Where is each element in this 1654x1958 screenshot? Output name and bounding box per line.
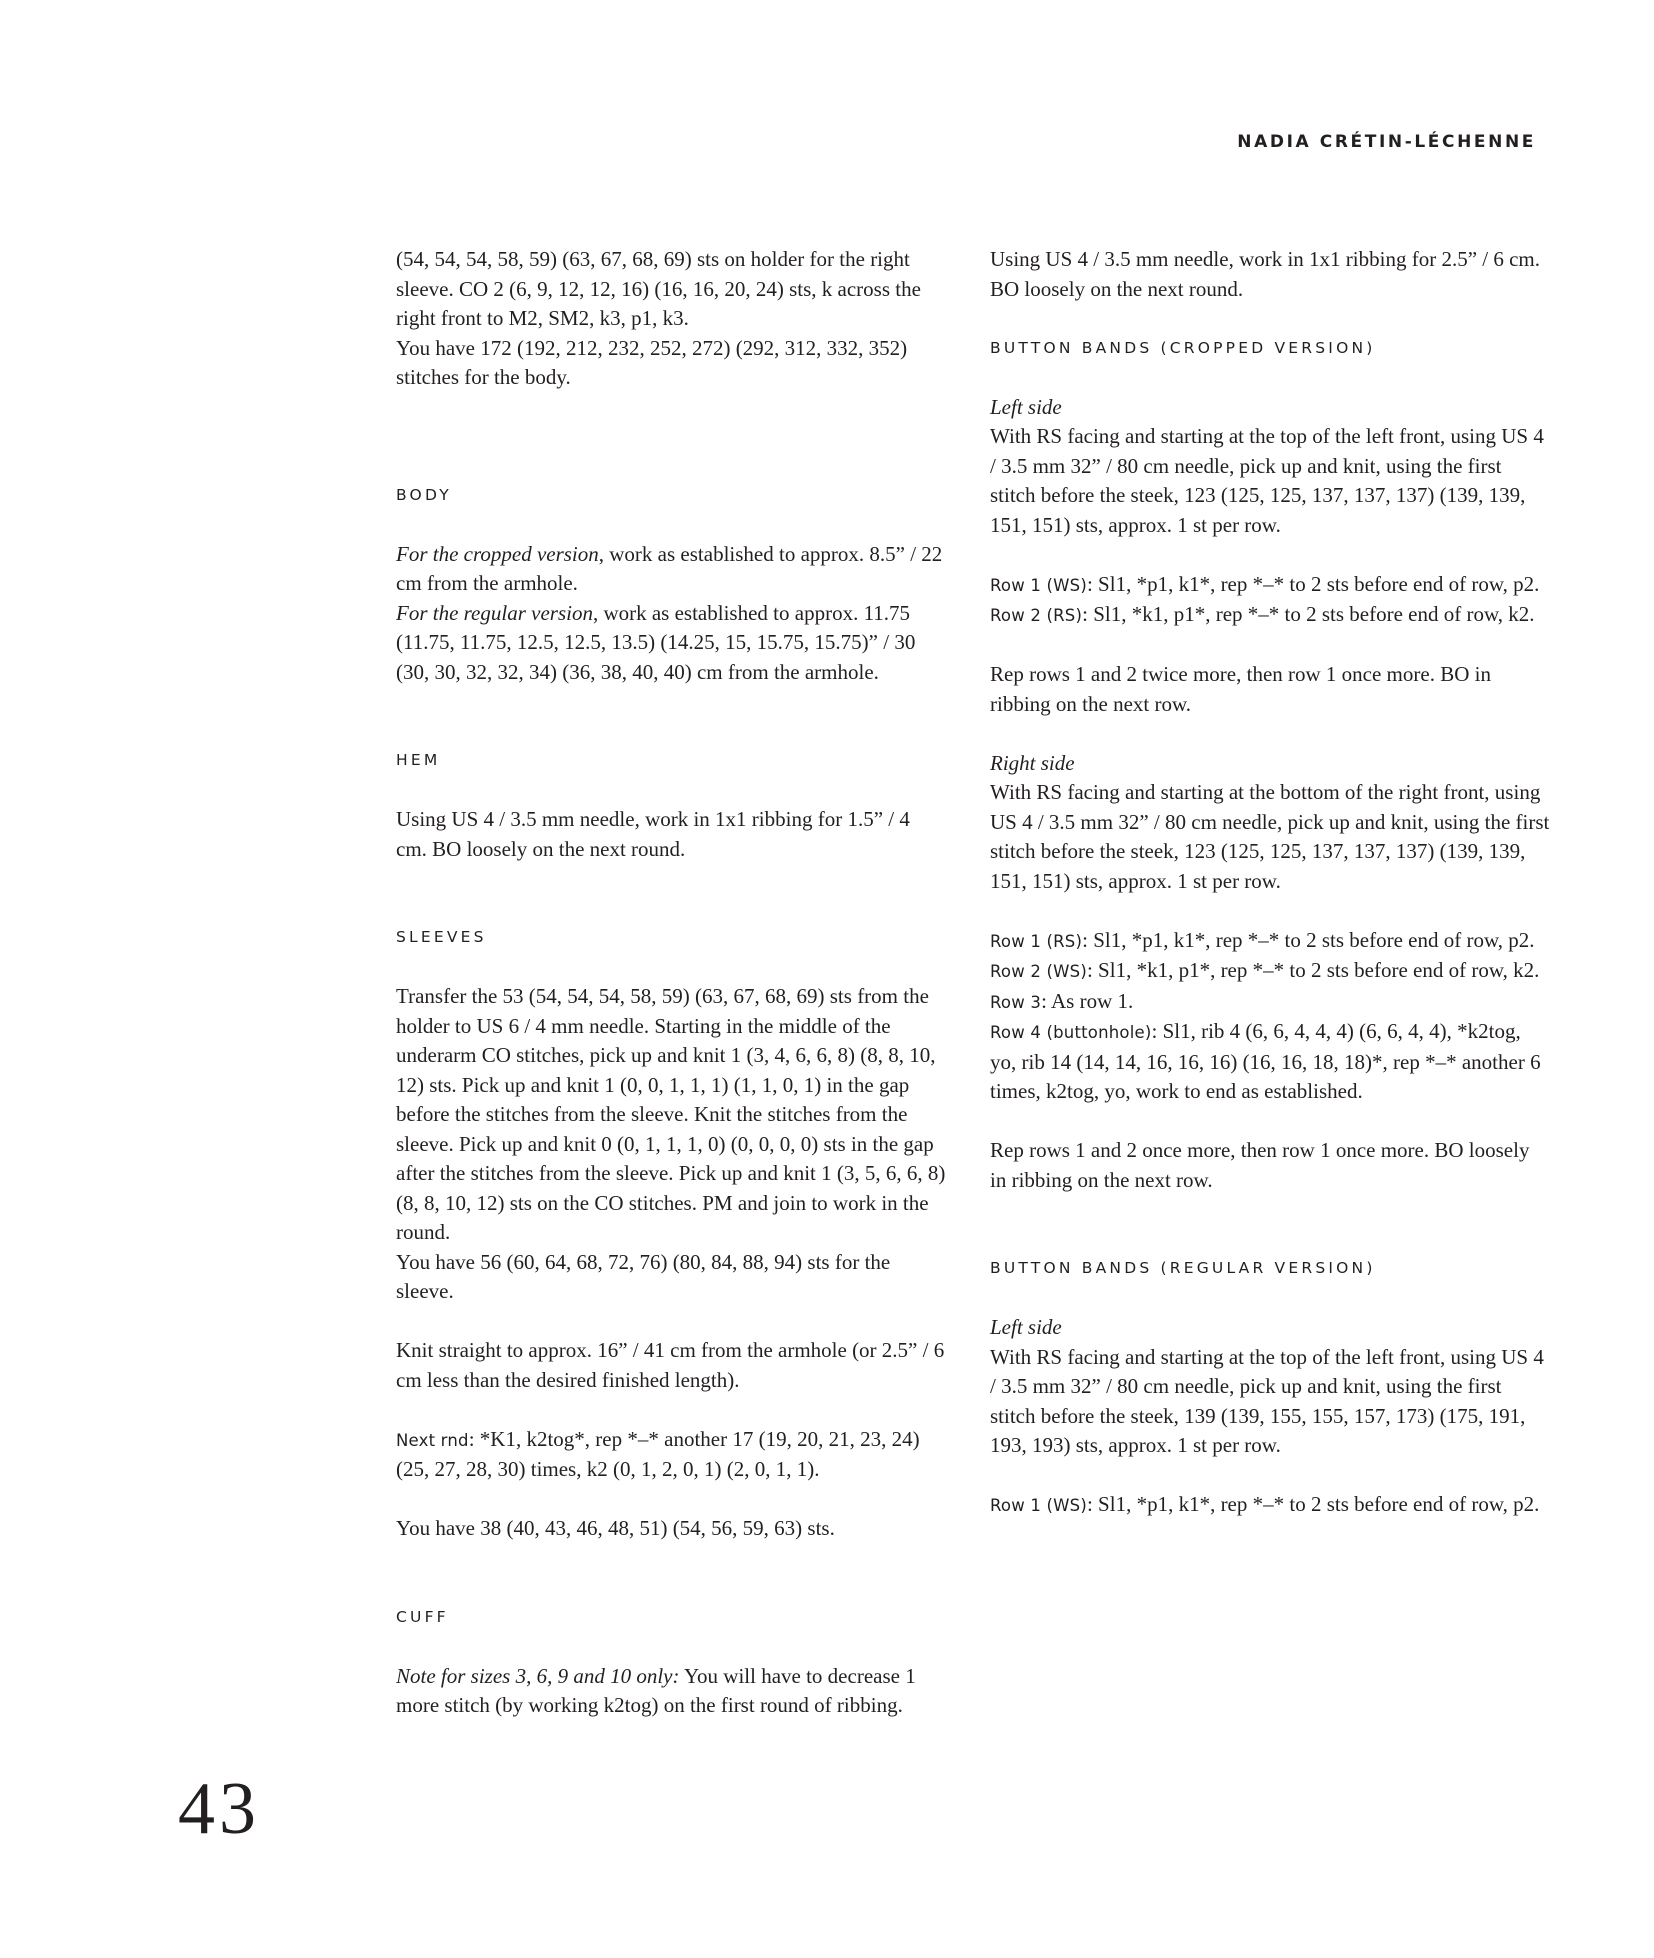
row-label: Row 2 (RS) [990, 606, 1083, 625]
cropped-right-row-3 [990, 987, 1550, 1018]
row-label: Row 3 [990, 992, 1042, 1012]
row-text: : Sl1, *p1, k1*, rep *–* to 2 sts before end of row, p2. [1086, 1492, 1540, 1516]
intro-paragraph: (54, 54, 54, 58, 59) (63, 67, 68, 69) sts on holder for the right sleeve. CO 2 (6, 9, 12, 12, 16) (16, 16, 20, 24) sts, k across the right front to M2, SM2, k3, p1, k3. [396, 247, 921, 330]
regular-version-label: For the regular version [396, 600, 593, 625]
regular-left-side-title-text: Left side [990, 1315, 1062, 1339]
cropped-version-paragraph [396, 540, 946, 599]
left-column [396, 245, 946, 1721]
regular-left-row-1 [990, 1490, 1550, 1521]
final-stitch-count: You have 38 (40, 43, 46, 48, 51) (54, 56, 59, 63) sts. [396, 1516, 835, 1540]
row-text: : Sl1, *k1, p1*, rep *–* to 2 sts before end of row, k2. [1082, 602, 1535, 626]
cuff-note-paragraph [396, 1662, 946, 1721]
page-number: 43 [178, 1768, 260, 1850]
regular-version-text: , work as established to approx. 11.75 (11.75, 11.75, 12.5, 12.5, 13.5) (14.25, 15, 15.75, 15.75)” / 30 (30, 30, 32, 32, 34) (36, 38, 40, 40) cm from the armhole. [396, 600, 916, 684]
cropped-right-row-1 [990, 926, 1550, 957]
sleeve-stitch-count: You have 56 (60, 64, 68, 72, 76) (80, 84, 88, 94) sts for the sleeve. [396, 1249, 891, 1303]
row-text: : As row 1. [1041, 988, 1134, 1013]
knit-straight-paragraph: Knit straight to approx. 16” / 41 cm from the armhole (or 2.5” / 6 cm less than the desired finished length). [396, 1338, 945, 1392]
cuff-note-label: Note for sizes 3, 6, 9 and 10 only: [396, 1663, 680, 1688]
author-header: NADIA CRÉTIN-LÉCHENNE [1237, 132, 1536, 152]
row-label: Row 2 (WS) [990, 962, 1087, 981]
cropped-version-label: For the cropped version [396, 541, 599, 566]
next-round-text: : *K1, k2tog*, rep *–* another 17 (19, 20, 21, 23, 24) (25, 27, 28, 30) times, k2 (0, 1, 2, 0, 1) (2, 0, 1, 1). [396, 1426, 920, 1481]
body-stitch-count: You have 172 (192, 212, 232, 252, 272) (292, 312, 332, 352) stitches for the body. [396, 335, 908, 389]
cropped-right-side-title [990, 749, 1550, 779]
row-text: : Sl1, *p1, k1*, rep *–* to 2 sts before end of row, p2. [1086, 571, 1540, 596]
row-label: Row 1 (WS) [990, 1496, 1087, 1515]
cuff-heading: CUFF [396, 1607, 449, 1626]
row-label: Row 1 (WS) [990, 575, 1087, 595]
cuff-note-text: You will have to decrease 1 more stitch (by working k2tog) on the first round of ribbing. [396, 1663, 916, 1717]
hem-paragraph: Using US 4 / 3.5 mm needle, work in 1x1 ribbing for 1.5” / 4 cm. BO loosely on the next round. [396, 807, 910, 861]
cropped-right-repeat: Rep rows 1 and 2 once more, then row 1 once more. BO loosely in ribbing on the next row. [990, 1138, 1530, 1192]
cropped-right-side-paragraph: With RS facing and starting at the bottom of the right front, using US 4 / 3.5 mm 32” / 80 cm needle, pick up and knit, using the first stitch before the steek, 123 (125, 125, 137, 137, 137) (139, 139, 151, 151) sts, approx. 1 st per row. [990, 780, 1550, 893]
regular-left-side-paragraph: With RS facing and starting at the top of the left front, using US 4 / 3.5 mm 32” / 80 cm needle, pick up and knit, using the first stitch before the steek, 139 (139, 155, 155, 157, 173) (175, 191, 193, 193) sts, approx. 1 st per row. [990, 1344, 1544, 1457]
row-text: : Sl1, *k1, p1*, rep *–* to 2 sts before end of row, k2. [1086, 958, 1540, 982]
cropped-left-row-1 [990, 570, 1550, 601]
hem-heading: HEM [396, 751, 441, 769]
row-text: : Sl1, rib 4 (6, 6, 4, 4, 4) (6, 6, 4, 4), *k2tog, yo, rib 14 (14, 14, 16, 16, 16) (16, 16, 18, 18)*, rep *–* another 6 times, k2tog, yo, work to end as established. [990, 1019, 1541, 1103]
cropped-right-row-2 [990, 956, 1550, 987]
cropped-left-repeat: Rep rows 1 and 2 twice more, then row 1 once more. BO in ribbing on the next row. [990, 662, 1491, 716]
cuff-continued-paragraph: Using US 4 / 3.5 mm needle, work in 1x1 ribbing for 2.5” / 6 cm. BO loosely on the next round. [990, 247, 1541, 301]
cropped-left-row-2 [990, 600, 1550, 631]
next-round-label: Next rnd [396, 1430, 469, 1450]
right-column [990, 245, 1550, 1521]
cropped-bands-heading: BUTTON BANDS (CROPPED VERSION) [990, 338, 1376, 357]
regular-version-paragraph [396, 599, 946, 688]
cropped-left-side-title-text: Left side [990, 394, 1062, 419]
regular-bands-heading: BUTTON BANDS (REGULAR VERSION) [990, 1259, 1376, 1277]
cropped-version-text: , work as established to approx. 8.5” / 22 cm from the armhole. [396, 541, 943, 595]
regular-left-side-title [990, 1313, 1550, 1343]
body-heading: BODY [396, 485, 452, 504]
row-label: Row 1 (RS) [990, 931, 1083, 951]
sleeves-heading: SLEEVES [396, 928, 487, 946]
sleeves-paragraph: Transfer the 53 (54, 54, 54, 58, 59) (63, 67, 68, 69) sts from the holder to US 6 / 4 mm needle. Starting in the middle of the underarm CO stitches, pick up and knit 1 (3, 4, 6, 6, 8) (8, 8, 10, 12) sts. Pick up and knit 1 (0, 0, 1, 1, 1) (1, 1, 0, 1) in the gap before the stitches from the sleeve. Knit the stitches from the sleeve. Pick up and knit 0 (0, 1, 1, 1, 0) (0, 0, 0, 0) sts in the gap after the stitches from the sleeve. Pick up and knit 1 (3, 5, 6, 6, 8) (8, 8, 10, 12) sts on the CO stitches. PM and join to work in the round. [396, 984, 946, 1244]
row-text: : Sl1, *p1, k1*, rep *–* to 2 sts before end of row, p2. [1082, 927, 1535, 952]
next-round-paragraph [396, 1425, 946, 1485]
cropped-right-side-title-text: Right side [990, 750, 1075, 775]
row-label: Row 4 (buttonhole) [990, 1023, 1152, 1042]
cropped-right-row-4 [990, 1017, 1550, 1107]
cropped-left-side-title [990, 393, 1550, 423]
cropped-left-side-paragraph: With RS facing and starting at the top of the left front, using US 4 / 3.5 mm 32” / 80 cm needle, pick up and knit, using the first stitch before the steek, 123 (125, 125, 137, 137, 137) (139, 139, 151, 151) sts, approx. 1 st per row. [990, 424, 1544, 537]
